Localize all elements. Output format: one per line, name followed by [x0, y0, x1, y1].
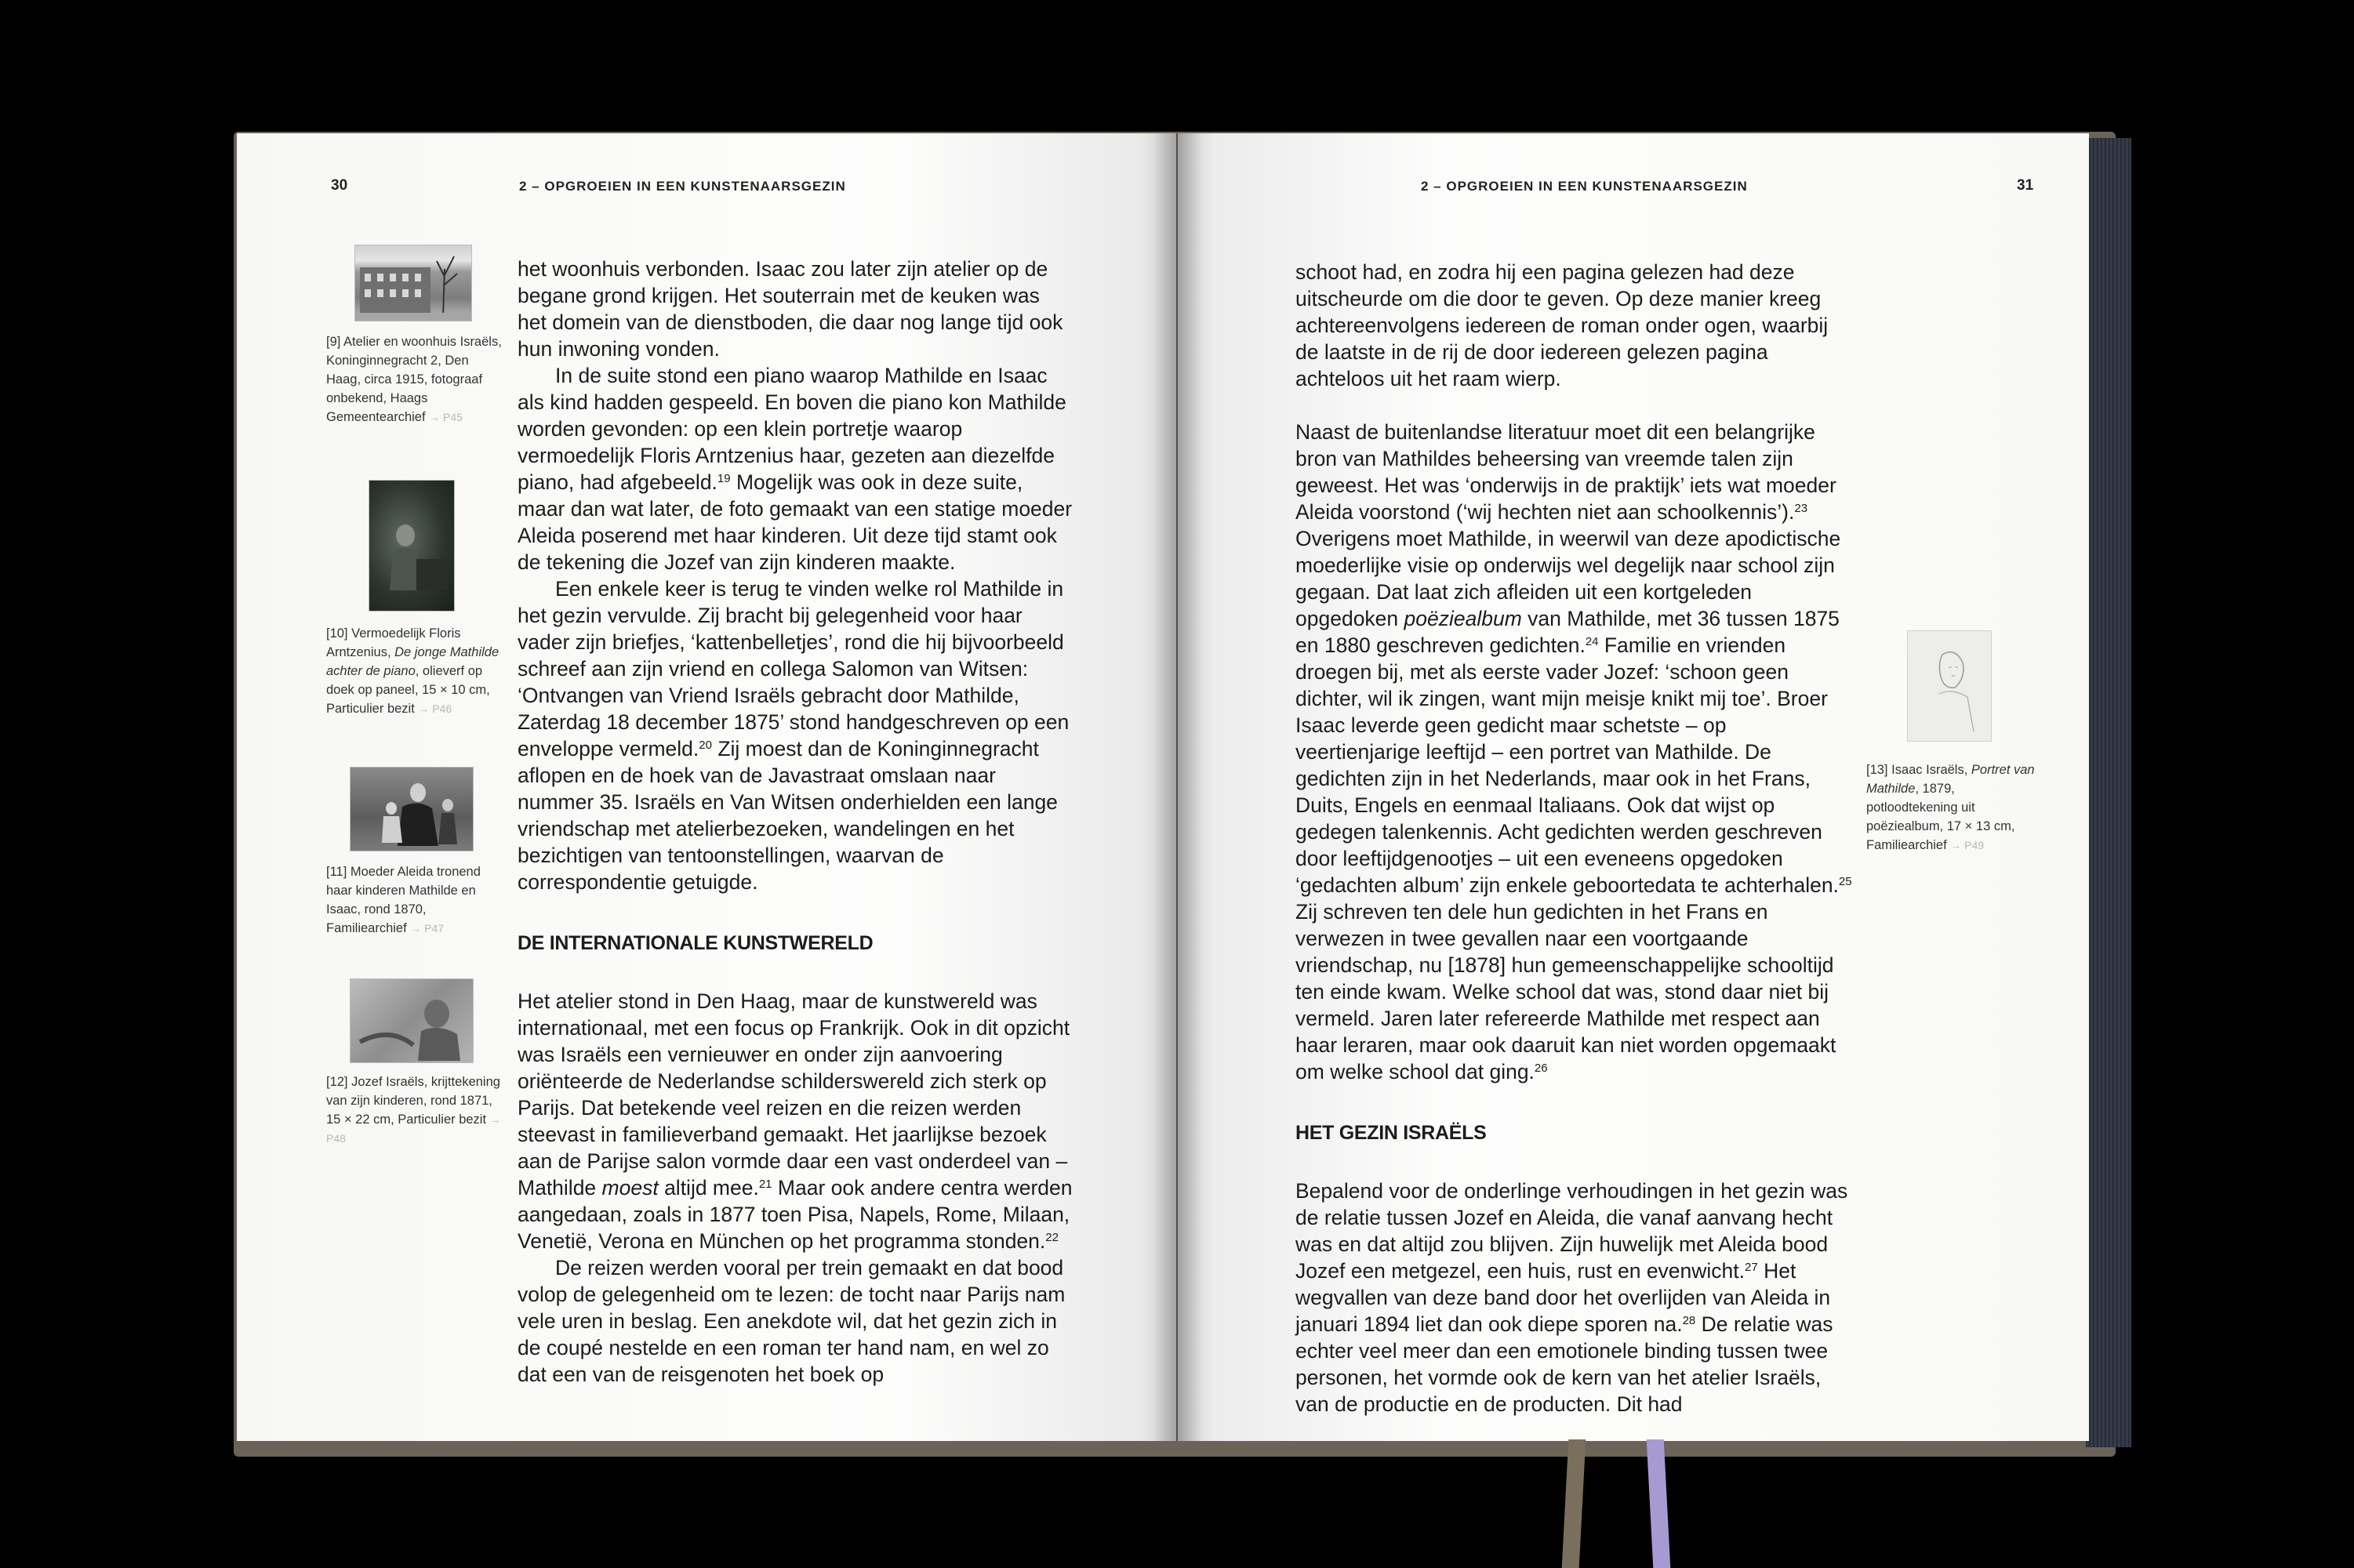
- bookmark-ribbon-brown[interactable]: [1562, 1439, 1586, 1568]
- caption-fig9: [326, 332, 507, 426]
- paragraph: [1295, 1178, 1852, 1417]
- caption-fig12-ref[interactable]: → P48: [326, 1113, 501, 1145]
- paragraph: het woonhuis verbonden. Isaac zou later zijn atelier op de begane grond krijgen. Het souterrain met de keuken was het domein van de dienstboden, die daar nog lange tijd ook hun inwoning vonden.: [518, 257, 1063, 361]
- right-page: [1178, 133, 2089, 1441]
- body-text-right: [1295, 259, 1852, 1417]
- page-number-right: 31: [2017, 177, 2034, 194]
- footnote-ref-21[interactable]: 21: [758, 1178, 772, 1191]
- text-run: Overigens moet Mathilde, in weerwil van deze apodictische moederlijke visie op onderwijs wel degelijk naar school zijn gegaan. Dat laat zich afleiden uit een kortgeleden opgedoken: [1295, 527, 1841, 630]
- photo-atelier-woonhuis: [354, 245, 472, 321]
- footnote-ref-22[interactable]: 22: [1045, 1231, 1059, 1244]
- text-run: Mogelijk was ook in deze suite, maar dan wat later, de foto gemaakt van een statige moeder Aleida poserend met haar kinderen. Uit deze tijd stamt ook de tekening die Jozef van zijn kinderen maakte.: [518, 470, 1073, 574]
- caption-fig9-ref[interactable]: → P45: [429, 411, 463, 423]
- text-run: Bepalend voor de onderlinge verhoudingen in het gezin was de relatie tussen Jozef en Aleida, die vanaf aanvang hecht was en dat altijd zou blijven. Zijn huwelijk met Aleida bood Jozef een metgezel, een huis, rust en evenwicht.: [1295, 1179, 1848, 1283]
- text-run: altijd mee.: [658, 1176, 759, 1200]
- photo-krijttekening-kinderen: [350, 978, 474, 1063]
- caption-fig13: [1866, 760, 2047, 855]
- text-run: In de suite stond een piano waarop Mathilde en Isaac als kind hadden gespeeld. En boven die piano kon Mathilde worden gevonden: op een klein portretje waarop vermoedelijk Floris Arntzenius haar, gezeten aan diezelfde piano, had afgebeeld.: [518, 364, 1066, 494]
- footnote-ref-26[interactable]: 26: [1534, 1062, 1548, 1075]
- text-run: Familie en vrienden droegen bij, met als eerste vader Jozef: ‘schoon geen dichter, wil ik zingen, want mijn meisje knikt mij toe’. Broer Isaac leverde geen gedicht maar schetste – op veertienjarige leeftijd – een portret van Mathilde. De gedichten zijn in het Nederlands, maar ook in het Frans, Duits, Engels en eenmaal Italiaans. Ook dat wijst op gedegen talenkennis. Acht gedichten werden geschreven door leeftijdgenootjes – uit een eveneens opgedoken ‘gedachten album’ zijn enkele geboortedata te achterhalen.: [1295, 633, 1839, 897]
- caption-fig13-title: Portret van Mathilde: [1866, 763, 2035, 796]
- caption-fig11-text: [11] Moeder Aleida tronend haar kinderen Mathilde en Isaac, rond 1870, Familiearchief: [326, 865, 481, 935]
- text-run: Naast de buitenlandse literatuur moet dit een belangrijke bron van Mathildes beheersing van vreemde talen zijn geweest. Het was ‘onderwijs in de praktijk’ iets wat moeder Aleida voorstond (‘wij hechten niet aan schoolkennis’).: [1295, 420, 1836, 524]
- paragraph: [518, 988, 1074, 1254]
- caption-fig10-ref[interactable]: → P46: [418, 702, 452, 715]
- text-run: Zij schreven ten dele hun gedichten in het Frans en verwezen in twee gevallen naar een voortgaande vriendschap, nu [1878] hun gemeenschappelijke schooltijd ten einde kwam. Welke school dat was, stond daar niet bij vermeld. Jaren later refereerde Mathilde met respect aan haar leraren, maar ook daaruit kan niet worden opgemaakt om welke school dat ging.: [1295, 900, 1836, 1083]
- body-text-left: [518, 256, 1074, 1388]
- photo-portret-mathilde: [1907, 630, 1992, 742]
- running-head-left: 2 – OPGROEIEN IN EEN KUNSTENAARSGEZIN: [519, 179, 846, 194]
- text-run: Maar ook andere centra werden aangedaan, zoals in 1877 toen Pisa, Napels, Rome, Milaan, Venetië, Verona en München op het programma stonden.: [518, 1176, 1073, 1253]
- footnote-ref-27[interactable]: 27: [1745, 1261, 1758, 1274]
- bookmark-ribbon-lilac[interactable]: [1647, 1439, 1671, 1568]
- caption-fig11-ref[interactable]: → P47: [410, 922, 445, 935]
- photo-jonge-mathilde-piano: [369, 480, 455, 612]
- caption-fig12-text: [12] Jozef Israëls, krijttekening van zijn kinderen, rond 1871, 15 × 22 cm, Particulier bezit: [326, 1075, 500, 1127]
- footnote-ref-19[interactable]: 19: [717, 472, 731, 485]
- paragraph: schoot had, en zodra hij een pagina gelezen had deze uitscheurde om die door te geven. Op deze manier kreeg achtereenvolgens iedereen de roman onder ogen, waarbij de laatste in de rij de door iedereen gelezen pagina achteloos uit het raam wierp.: [1295, 260, 1829, 390]
- paragraph: [1295, 419, 1852, 1085]
- emphasis: poëziealbum: [1404, 607, 1522, 630]
- text-run: Zij moest dan de Koninginnegracht aflopen en de hoek van de Javastraat omslaan naar nummer 35. Israëls en Van Witsen onderhielden een lange vriendschap met atelierbezoeken, wandelingen en het bezichtigen van tentoonstellingen, waarvan de correspondentie getuigde.: [518, 737, 1058, 894]
- section-heading: HET GEZIN ISRAËLS: [1295, 1122, 1487, 1144]
- footnote-ref-28[interactable]: 28: [1682, 1314, 1696, 1327]
- caption-fig13-ref[interactable]: → P49: [1950, 839, 1985, 851]
- footnote-ref-25[interactable]: 25: [1838, 875, 1852, 888]
- caption-fig10-pre: [10] Vermoedelijk Floris Arntzenius,: [326, 626, 461, 659]
- footnote-ref-23[interactable]: 23: [1794, 502, 1808, 515]
- running-head-right: 2 – OPGROEIEN IN EEN KUNSTENAARSGEZIN: [1421, 179, 1748, 194]
- footnote-ref-20[interactable]: 20: [699, 739, 712, 752]
- caption-fig11: [326, 862, 507, 938]
- text-run: Het wegvallen van deze band door het overlijden van Aleida in januari 1894 liet dan ook diepe sporen na.: [1295, 1259, 1831, 1336]
- page-number-left: 30: [331, 177, 348, 194]
- photo-moeder-aleida: [350, 767, 474, 851]
- caption-fig13-post: , 1879, potloodtekening uit poëziealbum, 17 × 13 cm, Familiearchief: [1866, 782, 2015, 852]
- caption-fig10-title: De jonge Mathilde achter de piano: [326, 645, 499, 678]
- text-run: De relatie was echter veel meer dan een emotionele binding tussen twee personen, het vormde ook de kern van het atelier Israëls, van de productie en de producten. Dit had: [1295, 1312, 1833, 1416]
- section-heading: DE INTERNATIONALE KUNSTWERELD: [518, 932, 874, 954]
- caption-fig13-pre: [13] Isaac Israëls,: [1866, 763, 1971, 777]
- footnote-ref-24[interactable]: 24: [1585, 635, 1599, 648]
- caption-fig12: [326, 1073, 507, 1148]
- page-edges: [2086, 138, 2131, 1447]
- left-page: [237, 133, 1176, 1441]
- emphasis: moest: [601, 1176, 659, 1200]
- caption-fig10: [326, 624, 507, 718]
- text-run: Het atelier stond in Den Haag, maar de kunstwereld was internationaal, met een focus op Frankrijk. Ook in dit opzicht was Israëls een vernieuwer en onder zijn aanvoering oriënteerde de Nederlandse schilderswereld zich sterk op Parijs. Dat betekende veel reizen en die reizen werden steevast in familieverband gemaakt. Het jaarlijkse bezoek aan de Parijse salon vormde daar een vast onderdeel van – Mathilde: [518, 989, 1070, 1200]
- paragraph: De reizen werden vooral per trein gemaakt en dat bood volop de gelegenheid om te lezen: de tocht naar Parijs nam vele uren in beslag. Een anekdote wil, dat het gezin zich in de coupé nestelde en een roman ter hand nam, en wel zo dat een van de reisgenoten het boek op: [518, 1256, 1066, 1386]
- text-run: van Mathilde, met 36 tussen 1875 en 1880 geschreven gedichten.: [1295, 607, 1840, 657]
- paragraph: [518, 575, 1074, 895]
- caption-fig10-post: , olieverf op doek op paneel, 15 × 10 cm, Particulier bezit: [326, 664, 490, 716]
- book-gutter: [1153, 133, 1203, 1441]
- paragraph: [518, 362, 1074, 575]
- text-run: Een enkele keer is terug te vinden welke rol Mathilde in het gezin vervulde. Zij bracht bij gelegenheid voor haar vader zijn briefjes, ‘kattenbelletjes’, rond die hij bijvoorbeeld schreef aan zijn vriend en collega Salomon van Witsen: ‘Ontvangen van Vriend Israëls gebracht door Mathilde, Zaterdag 18 december 1875’ stond handgeschreven op een enveloppe vermeld.: [518, 577, 1070, 760]
- caption-fig9-text: [9] Atelier en woonhuis Israëls, Koninginnegracht 2, Den Haag, circa 1915, fotograaf onbekend, Haags Gemeentearchief: [326, 335, 502, 424]
